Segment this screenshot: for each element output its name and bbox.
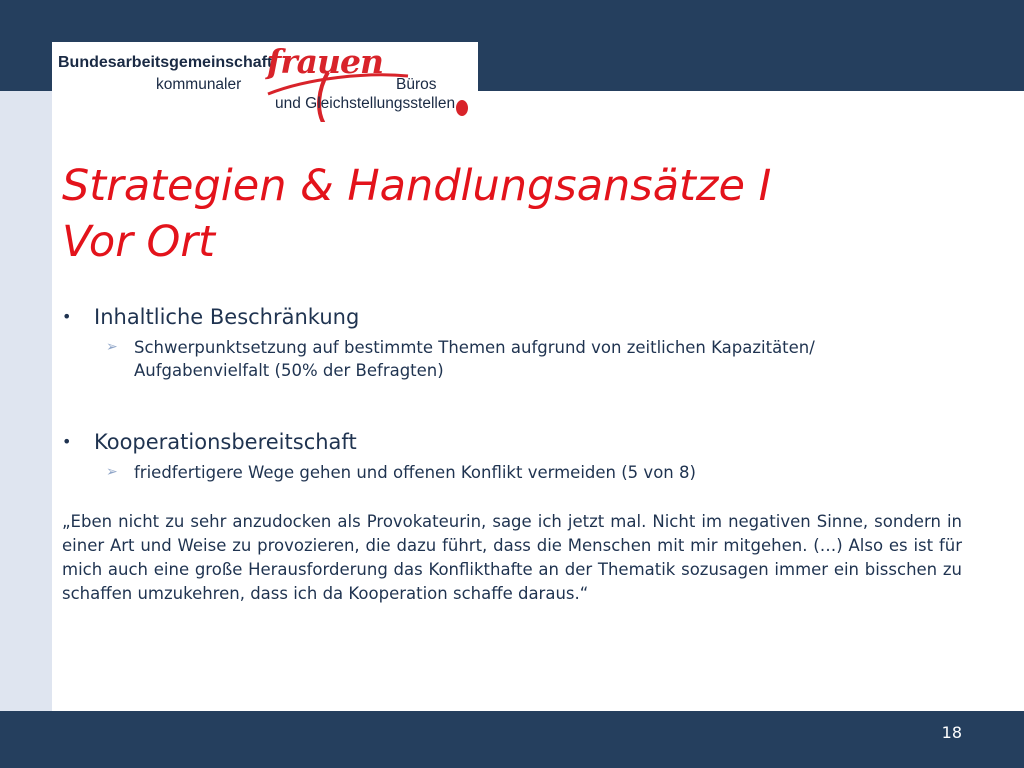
slide-content bbox=[62, 302, 962, 606]
sub-bullet-line: Schwerpunktsetzung auf bestimmte Themen aufgrund von zeitlichen Kapazitäten/ bbox=[134, 338, 815, 357]
logo-text-bueros: Büros bbox=[396, 76, 437, 93]
logo-text-line1: Bundesarbeitsgemeinschaft bbox=[58, 54, 273, 71]
bullet-label: Kooperationsbereitschaft bbox=[94, 430, 357, 454]
bullet-item bbox=[62, 302, 962, 332]
logo-text-line3: und Gleichstellungsstellen bbox=[275, 95, 456, 112]
arrow-bullet-icon: ➢ bbox=[106, 339, 118, 355]
logo-text-kommunaler: kommunaler bbox=[156, 76, 242, 93]
arrow-bullet-icon: ➢ bbox=[106, 464, 118, 480]
bullet-dot-icon: • bbox=[62, 307, 72, 326]
bullet-item bbox=[62, 427, 962, 457]
page-number: 18 bbox=[941, 723, 962, 742]
bottom-band bbox=[0, 711, 1024, 768]
left-strip bbox=[0, 91, 52, 711]
sub-bullet-line: friedfertigere Wege gehen und offenen Konflikt vermeiden (5 von 8) bbox=[134, 463, 696, 482]
logo-script-frauen: frauen bbox=[267, 42, 383, 81]
sub-bullet-line: Aufgabenvielfalt (50% der Befragten) bbox=[134, 361, 444, 380]
bullet-label: Inhaltliche Beschränkung bbox=[94, 305, 360, 329]
organization-logo bbox=[52, 42, 478, 122]
sub-bullet-item bbox=[62, 336, 962, 382]
slide-title-line2: Vor Ort bbox=[62, 217, 215, 267]
slide-title bbox=[62, 158, 962, 270]
interview-quote: „Eben nicht zu sehr anzudocken als Provokateurin, sage ich jetzt mal. Nicht im negativen Sinne, sondern in einer Art und Weise zu provozieren, die dazu führt, dass die Menschen mit mir mitgehen. (…) Also es ist für mich auch eine große Herausforderung das Konflikthafte an der Thematik sozusagen immer ein bisschen zu schaffen umzukehren, dass ich da Kooperation schaffe daraus.“ bbox=[62, 512, 962, 603]
sub-bullet-item bbox=[62, 461, 962, 484]
bullet-dot-icon: • bbox=[62, 432, 72, 451]
slide-title-line1: Strategien & Handlungsansätze I bbox=[62, 161, 772, 211]
